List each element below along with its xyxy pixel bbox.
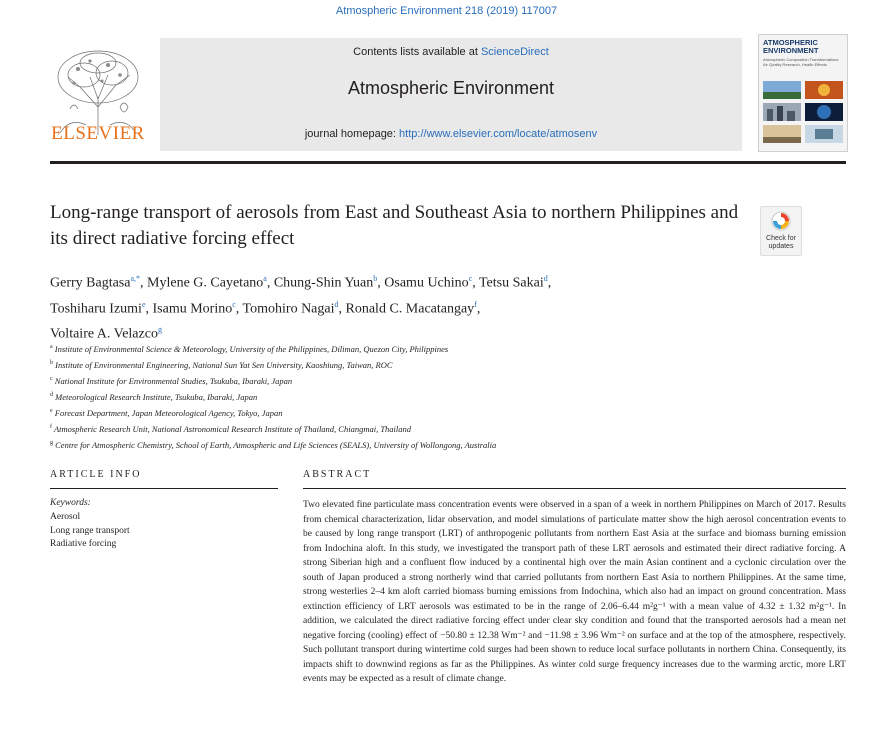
journal-cover[interactable] xyxy=(758,34,848,152)
cover-photo-haze xyxy=(763,125,801,143)
affiliation-text: Institute of Environmental Engineering, National Sun Yat Sen University, Kaoshiung, Taiwan, ROC xyxy=(53,359,393,370)
keywords-label: Keywords: xyxy=(50,498,91,508)
keyword[interactable]: Radiative forcing xyxy=(50,539,117,549)
cover-photo-sky xyxy=(763,81,801,99)
abstract-rule xyxy=(303,488,846,489)
contents-line xyxy=(160,46,742,58)
keyword-list xyxy=(50,511,270,552)
sciencedirect-link[interactable]: ScienceDirect xyxy=(480,46,549,58)
affiliation-text: Institute of Environmental Science & Meteorology, University of the Philippines, Diliman, Quezon City, Philippines xyxy=(52,343,449,354)
author-affiliation-marker[interactable]: f xyxy=(474,299,477,309)
author-name[interactable]: Gerry Bagtasa xyxy=(50,275,131,291)
author-name[interactable]: Tomohiro Nagai xyxy=(242,301,335,317)
author-separator: , xyxy=(235,301,243,317)
author-separator: , xyxy=(145,301,153,317)
affiliation-marker: e xyxy=(50,408,53,415)
affiliation-marker: b xyxy=(50,360,53,367)
journal-homepage xyxy=(160,128,742,140)
crossmark-icon xyxy=(771,211,791,233)
author-affiliation-marker[interactable]: e xyxy=(141,299,146,309)
affiliation-text: Forecast Department, Japan Meteorological Agency, Tokyo, Japan xyxy=(52,407,283,418)
keyword[interactable]: Aerosol xyxy=(50,512,81,522)
affiliation-line xyxy=(50,388,810,404)
affiliation-line xyxy=(50,436,810,452)
author-name[interactable]: Mylene G. Cayetano xyxy=(147,275,264,291)
affiliation-line xyxy=(50,420,810,436)
article-info-rule xyxy=(50,488,278,489)
author-name[interactable]: Osamu Uchino xyxy=(384,275,469,291)
affiliation-marker: g xyxy=(50,440,53,447)
author-affiliation-marker[interactable]: c xyxy=(468,274,473,283)
author-separator: , xyxy=(547,275,552,291)
affiliation-text: Meteorological Research Institute, Tsukuba, Ibaraki, Japan xyxy=(53,391,258,402)
homepage-prefix: journal homepage: xyxy=(304,128,400,140)
affiliation-line xyxy=(50,340,810,356)
homepage-link[interactable]: http://www.elsevier.com/locate/atmosenv xyxy=(399,128,598,140)
crossmark-badge[interactable] xyxy=(760,206,802,256)
affiliation-marker: a xyxy=(50,344,53,350)
affiliation-marker: c xyxy=(50,376,53,383)
article-title: Long-range transport of aerosols from East and Southeast Asia to northern Philippines and its direct radiative forcing effect xyxy=(50,202,739,249)
affiliation-text: Atmospheric Research Unit, National Astronomical Research Institute of Thailand, Chiangmai, Thailand xyxy=(52,423,412,434)
author-separator: , xyxy=(472,275,479,291)
affiliation-line xyxy=(50,372,810,388)
header-rule xyxy=(50,161,846,164)
affiliation-marker: d xyxy=(50,392,53,399)
author-separator: , xyxy=(476,301,481,317)
affiliation-line xyxy=(50,404,810,420)
author-name[interactable]: Tetsu Sakai xyxy=(478,275,544,291)
affiliation-text: National Institute for Environmental Studies, Tsukuba, Ibaraki, Japan xyxy=(52,375,293,386)
affiliation-text: Centre for Atmospheric Chemistry, School of Earth, Atmospheric and Life Sciences (SEALS), University of Wollongong, Australia xyxy=(53,440,497,451)
journal-reference[interactable]: Atmospheric Environment 218 (2019) 117007 xyxy=(335,5,558,17)
author-affiliation-marker[interactable]: d xyxy=(543,274,548,283)
author-name[interactable]: Isamu Morino xyxy=(152,301,233,317)
journal-name: Atmospheric Environment xyxy=(347,78,555,98)
crossmark-label: Check for updates xyxy=(766,235,796,250)
cover-photo-city xyxy=(763,103,801,121)
author-separator: , xyxy=(377,275,385,291)
contents-prefix: Contents lists available at xyxy=(353,46,481,58)
affiliation-marker: f xyxy=(50,424,52,431)
author-affiliation-marker[interactable]: d xyxy=(334,299,339,309)
author-separator: , xyxy=(140,275,148,291)
author-affiliation-marker[interactable]: c xyxy=(232,299,236,309)
keyword[interactable]: Long range transport xyxy=(50,525,130,536)
cover-photo-fire xyxy=(805,81,843,99)
author-affiliation-marker[interactable]: a xyxy=(263,274,267,283)
author-name[interactable]: Ronald C. Macatangay xyxy=(345,301,475,317)
article-info-heading: ARTICLE INFO xyxy=(50,469,142,480)
abstract-heading: ABSTRACT xyxy=(303,469,372,480)
cover-photo-lab xyxy=(805,125,843,143)
author-separator: , xyxy=(338,301,346,317)
elsevier-wordmark: ELSEVIER xyxy=(51,123,145,144)
abstract-text: Two elevated fine particulate mass concentration events were observed in a span of a week in northern Philippines on March of 2017. Results from chemical characterization, lidar observation, and model simulations of particulate matter show the high aerosol concentration events to be caused by long range transport (LRT) of anthropogenic pollutants from northern East Asia at the surface and biomass burning emission from Indochina aloft. In this study, we investigated the transport path of these LRT aerosols and estimated their direct radiative forcing. A strong Siberian high and a confluent flow induced by a continental high over the main Asian continent and a cyclonic circulation over the south of Japan produced a strong northerly wind that carried pollutants from northern East Asia to northern Philippines. At the same time, strong westerlies 2–4 km aloft carried biomass burning emissions from Indochina, which also had an impact on ground concentration. Mass extinction efficiency of LRT aerosols was estimated to be in the range of 2.06–6.44 m²g⁻¹ with a mean value of 4.32 ± 1.32 m²g⁻¹. In addition, we calculated the direct radiative forcing effect under clear sky condition and found that the transported aerosols had a mean net negative forcing (cooling) effect of −50.80 ± 12.38 Wm⁻² and −11.98 ± 3.96 Wm⁻² on surface and at the top of the atmosphere, respectively. Such pollutant transport during wintertime cold surges had been shown to reduce local surface pollutants in northern China. Consequently, its impacts shift to downwind regions as far as the Philippines. As winter cold surge frequency increases due to the warming arctic, more LRT events may be expected as a result of climate change. xyxy=(303,500,846,684)
author-affiliation-marker[interactable]: b xyxy=(373,274,378,283)
author-name[interactable]: Toshiharu Izumi xyxy=(50,301,142,317)
cover-title: ATMOSPHERIC ENVIRONMENT xyxy=(763,38,819,55)
affiliation-line xyxy=(50,356,810,372)
cover-subtitle: Atmospheric Composition Transformations Air Quality Research, Health Effects xyxy=(763,57,839,67)
affiliations xyxy=(50,340,810,452)
author-affiliation-marker[interactable]: a,* xyxy=(130,274,141,283)
author-name[interactable]: Voltaire A. Velazco xyxy=(50,326,158,342)
author-separator: , xyxy=(266,275,274,291)
cover-photo-earth xyxy=(805,103,843,121)
author-list xyxy=(50,268,810,345)
author-name[interactable]: Chung-Shin Yuan xyxy=(273,275,374,291)
author-affiliation-marker[interactable]: g xyxy=(157,325,162,335)
